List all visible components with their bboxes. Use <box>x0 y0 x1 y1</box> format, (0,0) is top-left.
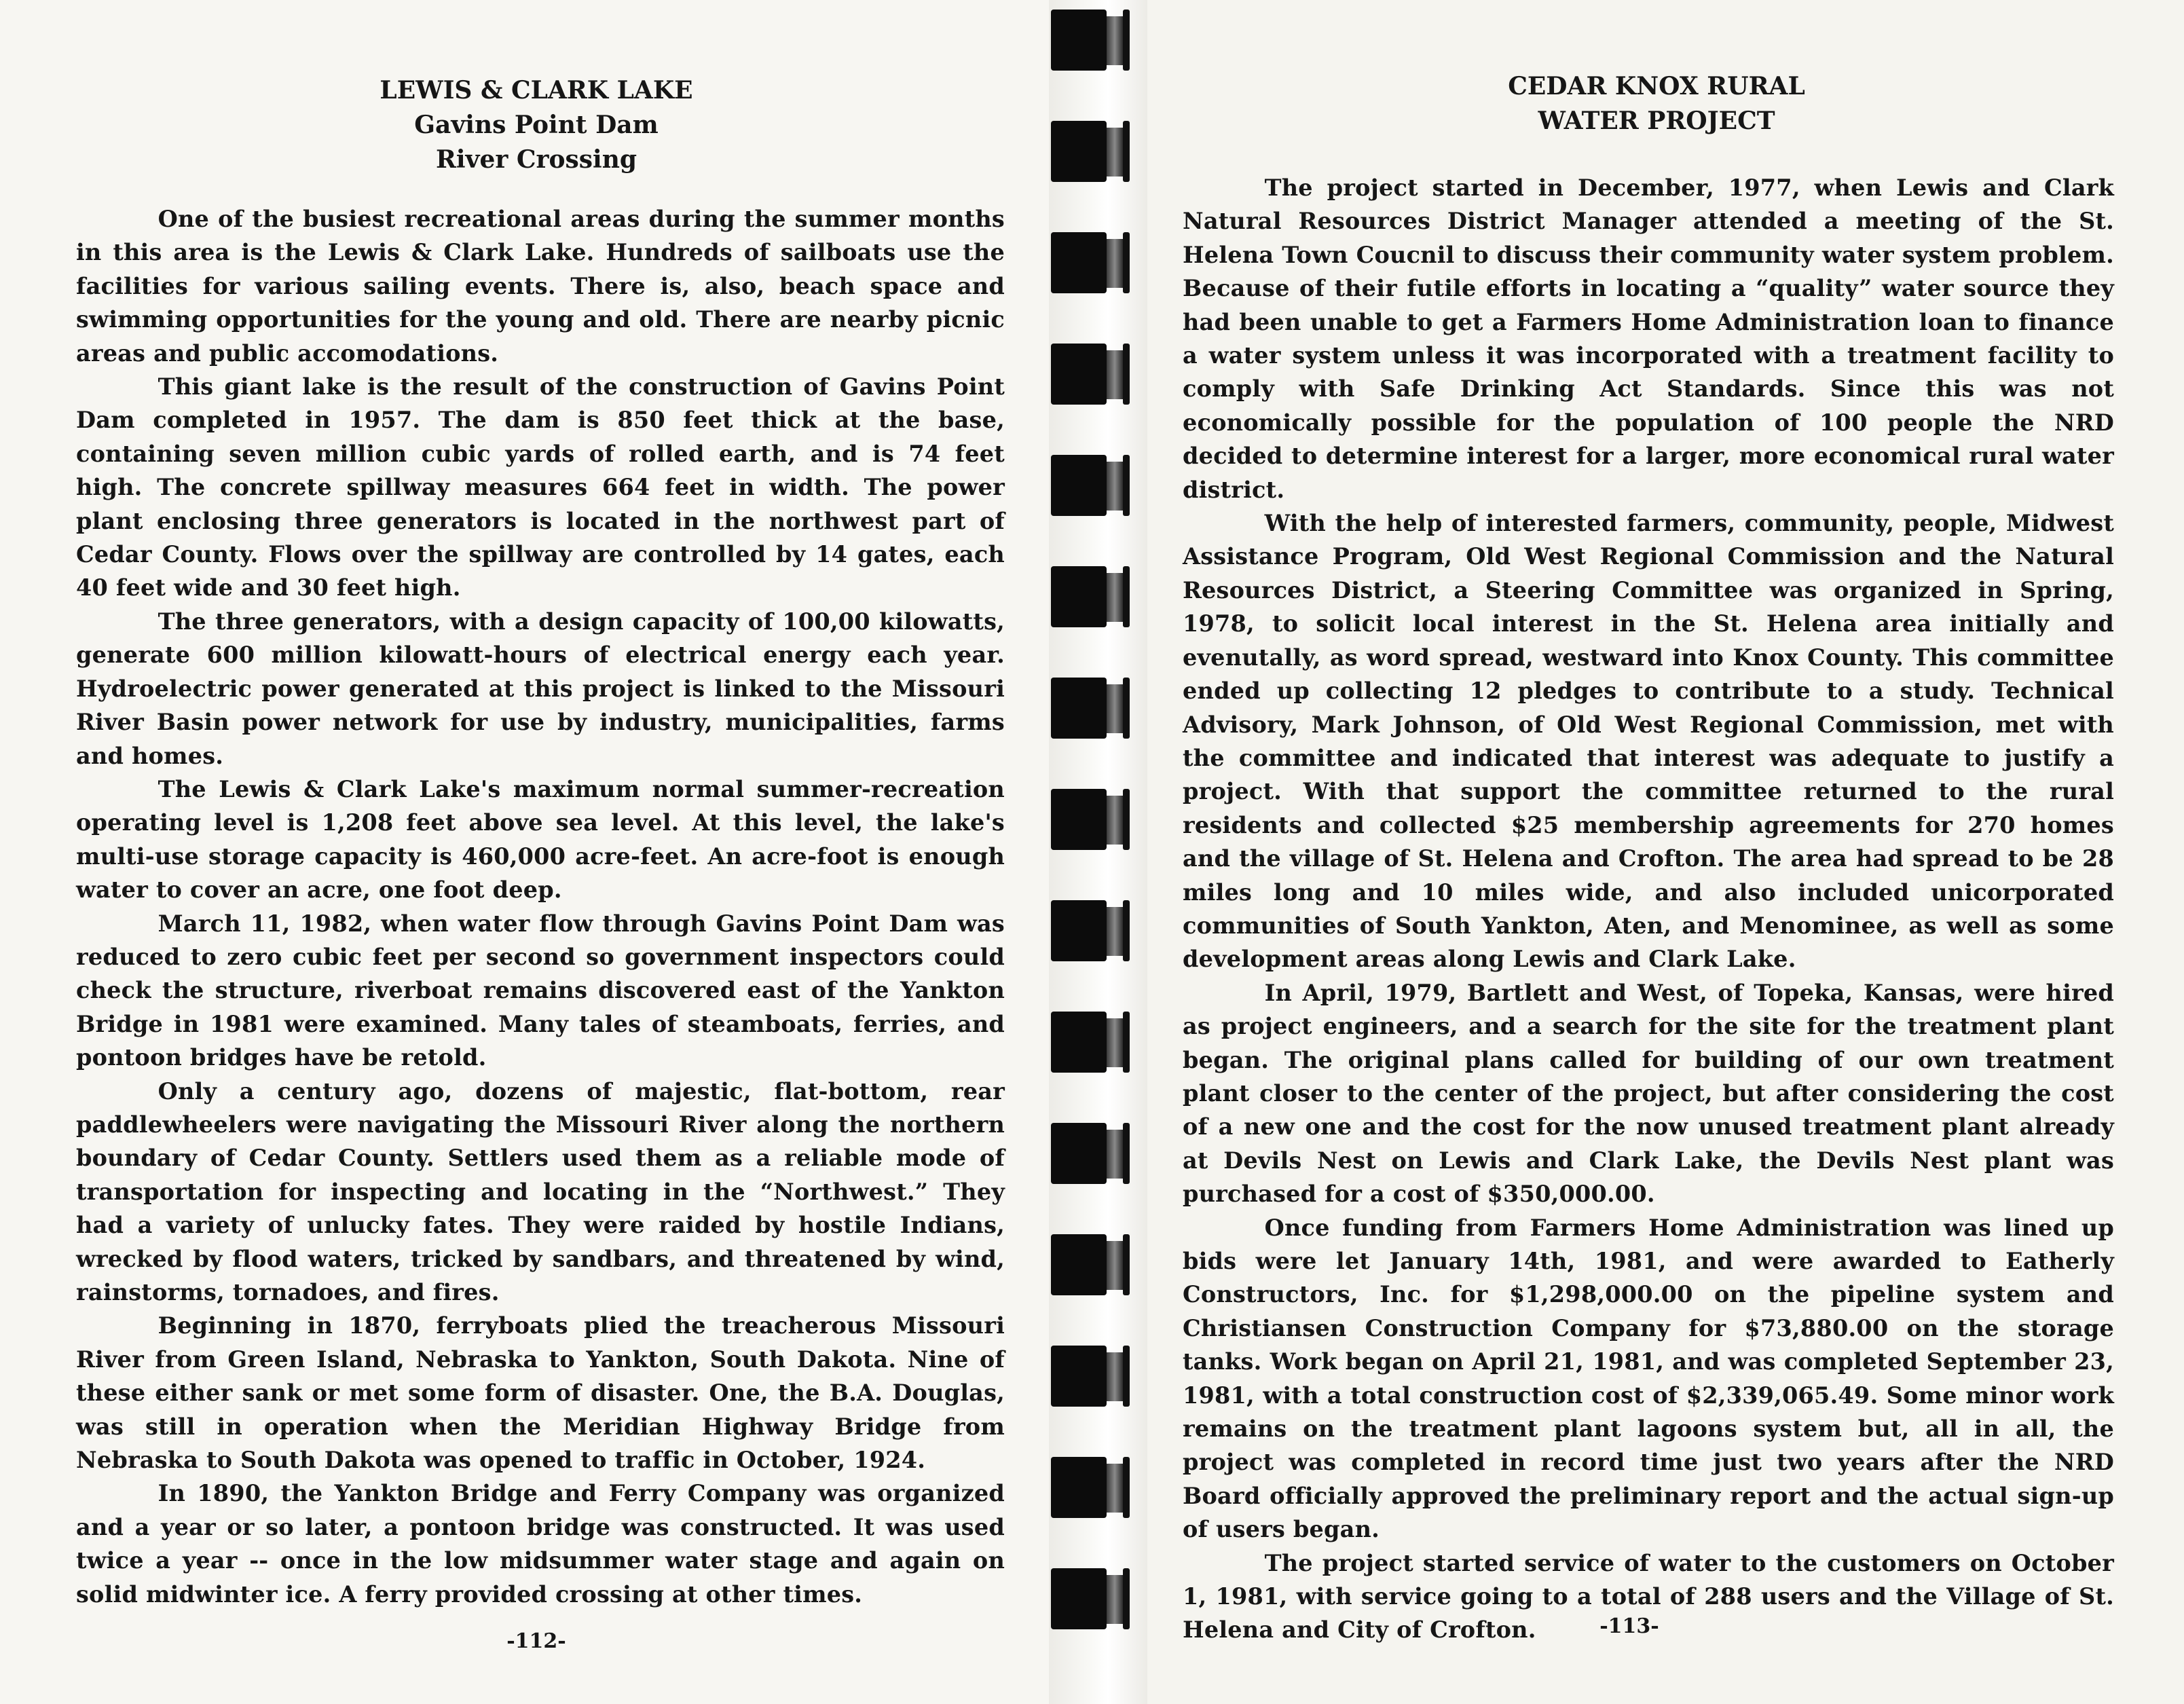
paragraph: Beginning in 1870, ferryboats plied the treacherous Missouri River from Green Island, Nebraska to Yankton, South Dakota. Nine of these either sank or met some form of disaster. One, the B.A. Douglas, was still in operation when the Meridian Highway Bridge from Nebraska to South Dakota was opened to traffic in October, 1924. <box>76 1312 1005 1474</box>
binding-ring <box>1051 1568 1145 1629</box>
binding-ring <box>1051 1234 1145 1295</box>
left-page <box>0 0 1049 1704</box>
binding-ring <box>1051 789 1145 850</box>
paragraph: In April, 1979, Bartlett and West, of Topeka, Kansas, were hired as project engineers, and a search for the site for the treatment plant began. The original plans called for building of our own treatment plant closer to the center of the project, but after considering the cost of a new one and the cost for the now unused treatment plant already at Devils Nest on Lewis and Clark Lake, the Devils Nest plant was purchased for a cost of $350,000.00. <box>1183 979 2114 1208</box>
binding-ring <box>1051 678 1145 739</box>
heading-title: WATER PROJECT <box>1538 107 1775 135</box>
page-number: -113- <box>1599 1614 1659 1638</box>
paragraph: One of the busiest recreational areas during the summer months in this area is the Lewis & Clark Lake. Hundreds of sailboats use the facilities for various sailing events. There is, also, beach space and swimming opportunities for the young and old. There are nearby picnic areas and public accomodations. <box>76 206 1005 367</box>
paragraph: The project started in December, 1977, when Lewis and Clark Natural Resources District Manager attended a meeting of the St. Helena Town Coucnil to discuss their community water system problem. Because of their futile efforts in locating a “quality” water source they had been unable to get a Farmers Home Administration loan to finance a water system unless it was incorporated with a treatment facility to comply with Safe Drinking Act Standards. Since this was not economically possible for the population of 100 people the NRD decided to determine interest for a larger, more economical rural water district. <box>1183 174 2114 503</box>
paragraph: Once funding from Farmers Home Administration was lined up bids were let January 14th, 1981, and were awarded to Eatherly Constructors, Inc. for $1,298,000.00 on the pipeline system and Christiansen Construction Company for $73,880.00 on the storage tanks. Work began on April 21, 1981, and was completed September 23, 1981, with a total construction cost of $2,339,065.49. Some minor work remains on the treatment plant lagoons system but, all in all, the project was completed in record time just two years after the NRD Board officially approved the preliminary report and the actual sign-up of users began. <box>1183 1214 2114 1543</box>
binding-ring <box>1051 1123 1145 1184</box>
binding-ring <box>1051 1457 1145 1518</box>
binding-ring <box>1051 1346 1145 1407</box>
heading-title: CEDAR KNOX RURAL <box>1508 72 1805 100</box>
right-page <box>1147 0 2184 1704</box>
paragraph: The project started service of water to the customers on October 1, 1981, with service going to a total of 288 users and the Village of St. Helena and City of Crofton. <box>1183 1549 2114 1644</box>
heading-title: LEWIS & CLARK LAKE <box>380 76 693 105</box>
binding-ring <box>1051 455 1145 516</box>
paragraph: The Lewis & Clark Lake's maximum normal summer-recreation operating level is 1,208 feet above sea level. At this level, the lake's multi-use storage capacity is 460,000 acre-feet. An acre-foot is enough water to cover an acre, one foot deep. <box>76 775 1005 904</box>
paragraph: In 1890, the Yankton Bridge and Ferry Company was organized and a year or so later, a pontoon bridge was constructed. It was used twice a year -- once in the low midsummer water stage and again on solid midwinter ice. A ferry provided crossing at other times. <box>76 1480 1005 1608</box>
binding-ring <box>1051 121 1145 182</box>
binding-ring <box>1051 10 1145 71</box>
binding-ring <box>1051 1012 1145 1073</box>
binding-ring <box>1051 900 1145 961</box>
heading-subtitle: River Crossing <box>435 145 637 174</box>
paragraph: The three generators, with a design capacity of 100,00 kilowatts, generate 600 million kilowatt-hours of electrical energy each year. Hydroelectric power generated at this project is linked to the Missouri River Basin power network for use by industry, municipalities, farms and homes. <box>76 608 1005 769</box>
binding-ring <box>1051 566 1145 627</box>
binding-ring <box>1051 344 1145 405</box>
right-page-body <box>1183 171 2114 1647</box>
page-number: -112- <box>506 1629 566 1653</box>
heading-subtitle: Gavins Point Dam <box>414 111 659 139</box>
paragraph: With the help of interested farmers, community, people, Midwest Assistance Program, Old West Regional Commission and the Natural Resources District, a Steering Committee was organized in Spring, 1978, to solicit local interest in the St. Helena area initially and evenutally, as word spread, westward into Knox County. This committee ended up collecting 12 pledges to contribute to a study. Technical Advisory, Mark Johnson, of Old West Regional Commission, met with the committee and indicated that interest was adequate to justify a project. With that support the committee returned to the rural residents and collected $25 membership agreements for 270 homes and the village of St. Helena and Crofton. The area had spread to be 28 miles long and 10 miles wide, and also included unicorporated communities of South Yankton, Aten, and Menominee, as well as some development areas along Lewis and Clark Lake. <box>1183 510 2114 973</box>
binding-ring <box>1051 232 1145 293</box>
right-page-heading <box>1419 69 1894 138</box>
paragraph: This giant lake is the result of the construction of Gavins Point Dam completed in 1957. The dam is 850 feet thick at the base, containing seven million cubic yards of rolled earth, and is 74 feet high. The concrete spillway measures 664 feet in width. The power plant enclosing three generators is located in the northwest part of Cedar County. Flows over the spillway are controlled by 14 gates, each 40 feet wide and 30 feet high. <box>76 373 1005 601</box>
paragraph: Only a century ago, dozens of majestic, flat-bottom, rear paddlewheelers were navigating the Missouri River along the northern boundary of Cedar County. Settlers used them as a reliable mode of transportation for inspecting and locating in the “Northwest.” They had a variety of unlucky fates. They were raided by hostile Indians, wrecked by flood waters, tricked by sandbars, and threatened by wind, rainstorms, tornadoes, and fires. <box>76 1077 1005 1305</box>
left-page-heading <box>299 73 774 177</box>
left-page-body <box>76 202 1005 1611</box>
paragraph: March 11, 1982, when water flow through Gavins Point Dam was reduced to zero cubic feet per second so government inspectors could check the structure, riverboat remains discovered east of the Yankton Bridge in 1981 were examined. Many tales of steamboats, ferries, and pontoon bridges have be retold. <box>76 910 1005 1071</box>
